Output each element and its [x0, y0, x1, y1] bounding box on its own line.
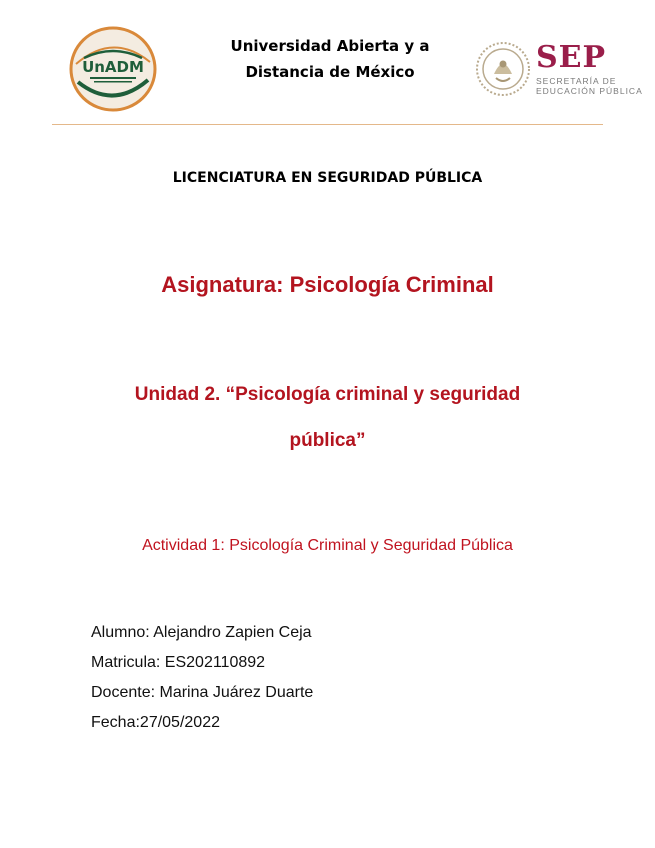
university-line-2: Distancia de México	[245, 63, 415, 81]
sep-logo	[532, 40, 642, 100]
university-line-1: Universidad Abierta y a	[230, 37, 430, 55]
teacher-name: Docente: Marina Juárez Duarte	[91, 684, 314, 701]
sep-logo-subtitle	[536, 76, 643, 96]
student-info	[91, 618, 313, 738]
activity-title: Actividad 1: Psicología Criminal y Seguridad Pública	[142, 537, 513, 554]
unadm-logo-text: UnADM	[82, 58, 144, 76]
degree-title: LICENCIATURA EN SEGURIDAD PÚBLICA	[172, 170, 483, 186]
university-name	[195, 33, 465, 85]
unadm-logo-icon	[68, 24, 158, 114]
sep-logo-word: SEP	[536, 40, 607, 75]
header-divider	[52, 124, 603, 125]
mexico-seal-icon	[474, 40, 532, 98]
sep-subtitle-line-1: SECRETARÍA DE	[536, 76, 617, 86]
subject-title: Asignatura: Psicología Criminal	[161, 272, 494, 297]
submission-date: Fecha:27/05/2022	[91, 714, 220, 731]
student-name: Alumno: Alejandro Zapien Ceja	[91, 624, 312, 641]
unit-title-line-1: Unidad 2. “Psicología criminal y seguridad	[134, 384, 521, 405]
student-id: Matricula: ES202110892	[91, 654, 266, 671]
unit-title-line-2: pública”	[289, 430, 366, 451]
sep-subtitle-line-2: EDUCACIÓN PÚBLICA	[536, 86, 643, 96]
unit-title	[90, 372, 565, 464]
document-header	[0, 0, 655, 124]
